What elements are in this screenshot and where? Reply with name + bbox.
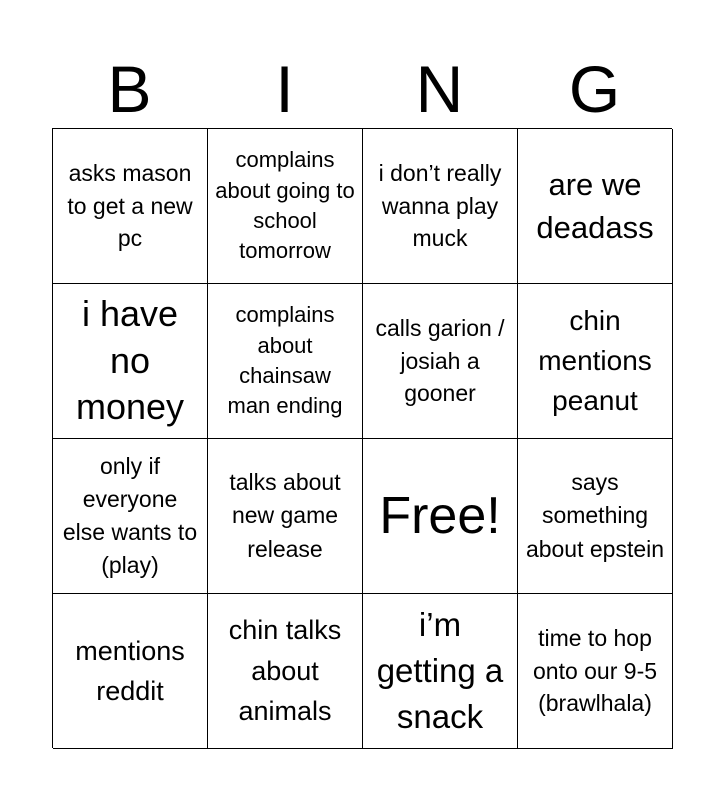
bingo-cell[interactable] [208, 284, 363, 439]
bingo-cell[interactable] [53, 439, 208, 594]
header-letter-i: I [275, 52, 294, 126]
cell-text: complains about going to school tomorrow [215, 147, 355, 264]
cell-text: are we deadass [536, 166, 654, 245]
cell-text: talks about new game release [229, 469, 341, 562]
header-letter-n: N [415, 52, 464, 126]
cell-text: time to hop onto our 9-5 (brawlhala) [532, 625, 658, 717]
cell-text: asks mason to get a new pc [67, 160, 193, 252]
bingo-cell[interactable] [518, 129, 673, 284]
cell-text: chin talks about animals [228, 615, 342, 727]
bingo-cell[interactable] [518, 284, 673, 439]
cell-text: mentions reddit [75, 635, 185, 706]
cell-text: i have no money [75, 292, 185, 428]
cell-text: only if everyone else wants to (play) [62, 452, 198, 579]
cell-text: i’m getting a snack [376, 605, 504, 736]
header-letter-b: B [107, 52, 152, 126]
cell-text: says something about epstein [525, 469, 665, 562]
bingo-cell[interactable] [208, 594, 363, 749]
cell-text: complains about chainsaw man ending [227, 302, 343, 419]
bingo-header [52, 50, 672, 128]
bingo-cell[interactable] [208, 129, 363, 284]
bingo-cell[interactable] [518, 594, 673, 749]
bingo-board [52, 128, 672, 748]
bingo-cell[interactable] [53, 129, 208, 284]
bingo-cell[interactable] [208, 439, 363, 594]
free-cell[interactable] [363, 439, 518, 594]
bingo-cell[interactable] [363, 129, 518, 284]
bingo-cell[interactable] [518, 439, 673, 594]
header-letter-g: G [568, 52, 621, 126]
cell-text: i don’t really wanna play muck [378, 160, 502, 252]
bingo-cell[interactable] [363, 284, 518, 439]
bingo-cell[interactable] [53, 594, 208, 749]
bingo-cell[interactable] [363, 594, 518, 749]
free-text: Free! [379, 486, 501, 545]
cell-text: calls garion / josiah a gooner [375, 315, 505, 407]
cell-text: chin mentions peanut [538, 305, 652, 416]
bingo-cell[interactable] [53, 284, 208, 439]
